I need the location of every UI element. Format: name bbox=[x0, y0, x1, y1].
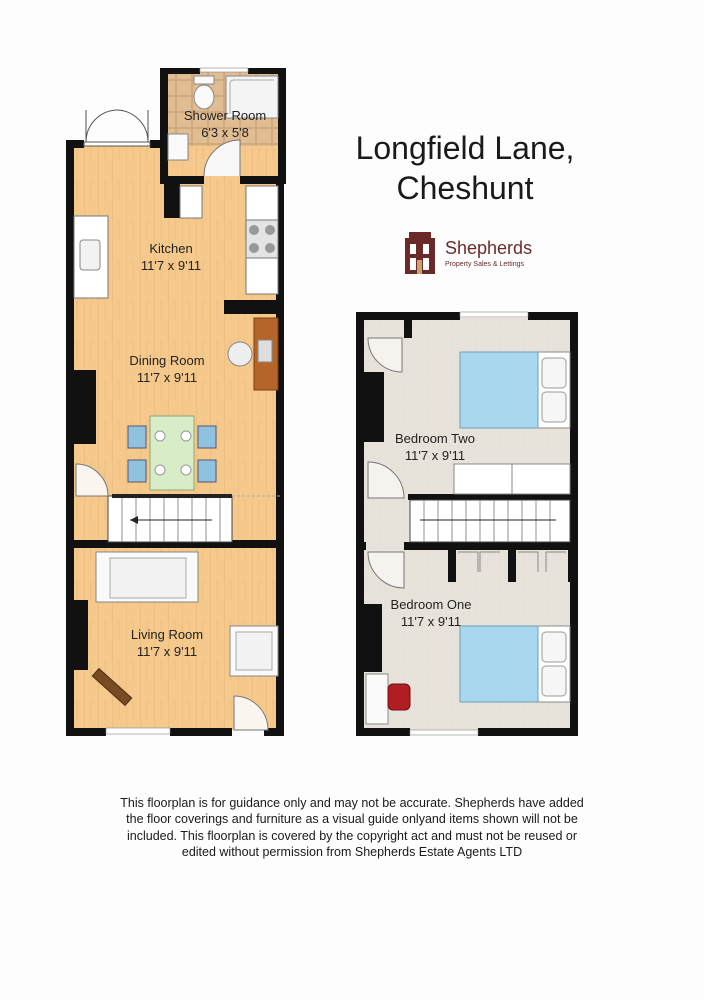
shower-room-size: 6'3 x 5'8 bbox=[201, 125, 249, 140]
property-title-line2: Cheshunt bbox=[396, 170, 534, 206]
first-floor bbox=[356, 312, 578, 736]
property-title-line1: Longfield Lane, bbox=[355, 130, 575, 166]
brand-name: Shepherds bbox=[445, 238, 533, 258]
first-floor-stairs bbox=[410, 500, 570, 542]
living-room-size: 11'7 x 9'11 bbox=[136, 644, 198, 659]
living-room-name: Living Room bbox=[130, 627, 204, 642]
dining-room-label bbox=[112, 352, 222, 386]
dining-room-size: 11'7 x 9'11 bbox=[136, 370, 198, 385]
kitchen-size: 11'7 x 9'11 bbox=[140, 258, 202, 273]
brand-tagline: Property Sales & Lettings bbox=[445, 261, 524, 268]
kitchen-label bbox=[116, 240, 226, 274]
bedroom-two-label bbox=[380, 430, 490, 464]
bedroom-two-name: Bedroom Two bbox=[395, 431, 475, 446]
disclaimer-text: This floorplan is for guidance only and may not be accurate. Shepherds have added the floor coverings and furniture as a visual guide onlyand items shown will not be included. This floorplan is covered by the copyright act and must not be reused or edited without permission from Shepherds Estate Agents LTD bbox=[120, 796, 584, 859]
bedroom-two-size: 11'7 x 9'11 bbox=[404, 448, 466, 463]
bedroom-one-size: 11'7 x 9'11 bbox=[400, 614, 462, 629]
dining-room-name: Dining Room bbox=[129, 353, 205, 368]
living-room-label bbox=[112, 626, 222, 660]
french-doors bbox=[84, 110, 150, 146]
bedroom-one-label bbox=[376, 596, 486, 630]
kitchen-name: Kitchen bbox=[149, 241, 193, 256]
shower-room-name: Shower Room bbox=[183, 108, 267, 123]
shower-room-label bbox=[170, 107, 280, 141]
bedroom-one-name: Bedroom One bbox=[390, 597, 472, 612]
